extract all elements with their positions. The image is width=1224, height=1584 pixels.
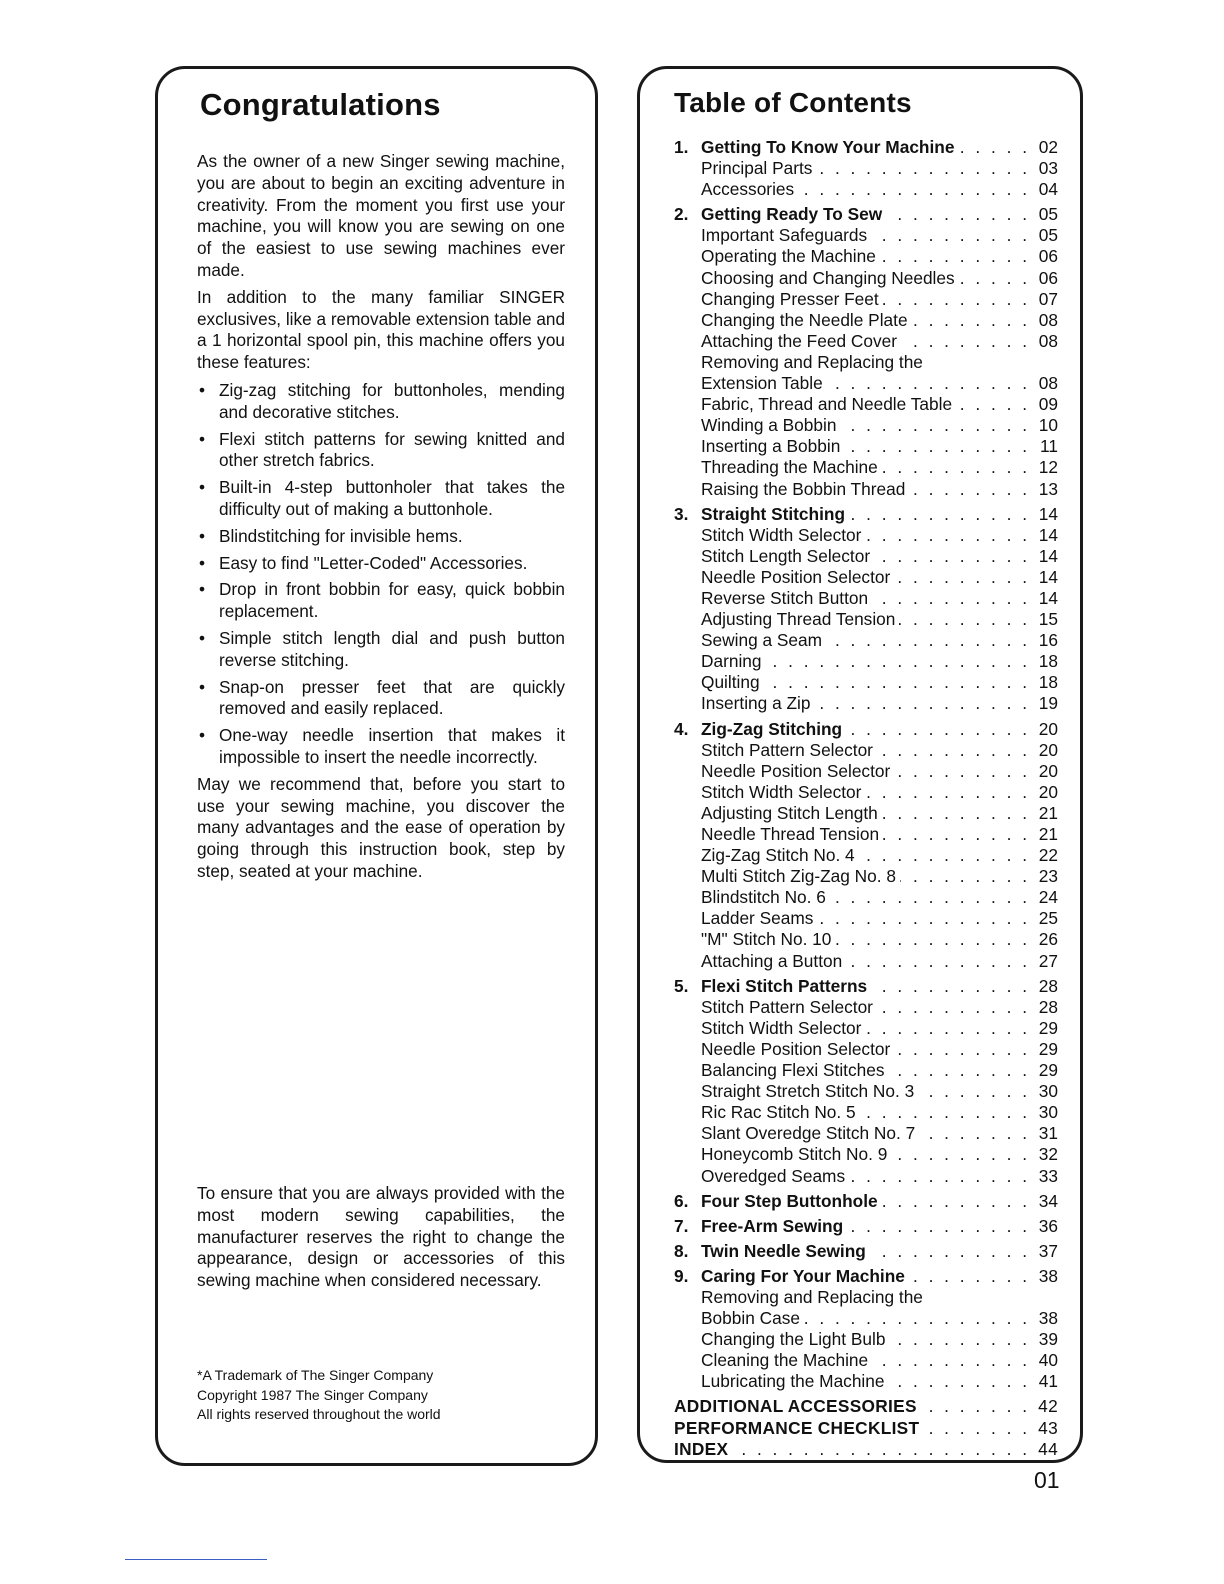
toc-entry-page: 03 <box>1038 158 1058 179</box>
toc-entry <box>674 782 1058 803</box>
toc-entry-title: Changing the Light Bulb <box>701 1329 886 1350</box>
page-number: 01 <box>1034 1467 1060 1493</box>
toc-entry <box>674 997 1058 1018</box>
toc-entry <box>674 179 1058 200</box>
toc-dot-leader <box>870 1241 1030 1262</box>
toc-dot-leader <box>804 1308 1030 1329</box>
toc-dot-leader <box>827 373 1030 394</box>
feature-item: • Drop in front bobbin for easy, quick bobbin replacement. <box>197 579 565 623</box>
toc-entry-page: 20 <box>1038 718 1058 739</box>
intro-body <box>197 151 565 888</box>
intro-paragraph-1: As the owner of a new Singer sewing machine, you are about to begin an exciting adventure in creativity. From the moment you first use your machine, you will know you are sewing on one of the easiest to use sewing machines ever made. <box>197 151 565 280</box>
trademark-notice <box>197 1366 565 1425</box>
toc-dot-leader <box>865 525 1030 546</box>
toc-entry-page: 30 <box>1038 1102 1058 1123</box>
toc-dot-leader <box>894 761 1030 782</box>
toc-dot-leader <box>880 246 1030 267</box>
toc-dot-leader <box>889 1329 1030 1350</box>
toc-dot-leader <box>871 976 1030 997</box>
toc-section-entry <box>674 1439 1058 1460</box>
toc-entry <box>674 246 1058 267</box>
toc-dot-leader <box>865 782 1030 803</box>
toc-entry <box>674 1123 1058 1144</box>
toc-entry-number: 8. <box>674 1240 689 1261</box>
table-of-contents-panel <box>637 66 1083 1463</box>
toc-entry <box>674 845 1058 866</box>
toc-section-entry <box>674 719 1058 740</box>
toc-entry-title: Twin Needle Sewing <box>701 1240 866 1261</box>
copyright-line: Copyright 1987 The Singer Company <box>197 1386 428 1403</box>
intro-paragraph-3: May we recommend that, before you start to use your sewing machine, you discover the many advantages and the ease of operation by going through this instruction book, step by step, seated at your machine. <box>197 773 565 881</box>
toc-entry <box>674 1060 1058 1081</box>
toc-entry-page: 07 <box>1038 288 1058 309</box>
toc-entry-title: Zig-Zag Stitching <box>701 718 843 739</box>
toc-entry-page: 41 <box>1038 1371 1058 1392</box>
toc-dot-leader <box>874 546 1030 567</box>
toc-entry-title: Stitch Length Selector <box>701 545 871 566</box>
feature-item: • Zig-zag stitching for buttonholes, mending and decorative stitches. <box>197 380 565 424</box>
toc-entry-page: 21 <box>1038 824 1058 844</box>
toc-dot-leader <box>872 588 1030 609</box>
toc-entry-title: Inserting a Bobbin <box>701 436 841 457</box>
toc-entry-title: Bobbin Case <box>701 1308 800 1329</box>
toc-entry-title: Choosing and Changing Needles <box>701 267 955 288</box>
toc-entry-page: 20 <box>1038 739 1058 760</box>
toc-entry-title: Attaching a Button <box>701 950 843 971</box>
toc-entry <box>674 908 1058 929</box>
toc-entry-page: 20 <box>1038 760 1058 781</box>
toc-entry-number: 3. <box>674 503 689 524</box>
toc-entry-number: 7. <box>674 1215 689 1236</box>
toc-entry-page: 29 <box>1038 1017 1058 1038</box>
toc-entry-page: 09 <box>1038 394 1058 415</box>
toc-entry <box>674 394 1058 415</box>
trademark-line: *A Trademark of The Singer Company <box>197 1367 434 1383</box>
toc-entry-page: 38 <box>1038 1265 1058 1286</box>
toc-entry-page: 20 <box>1038 781 1058 802</box>
toc-dot-leader <box>816 158 1030 179</box>
toc-entry-title: Raising the Bobbin Thread <box>701 478 906 499</box>
toc-entry-title: Zig-Zag Stitch No. 4 <box>701 845 855 866</box>
toc-entry-page: 29 <box>1038 1060 1058 1081</box>
toc-section-entry <box>674 1216 1058 1237</box>
toc-entry-page: 28 <box>1038 996 1058 1017</box>
toc-entry <box>674 331 1058 352</box>
toc-entry-page: 08 <box>1038 330 1058 351</box>
toc-entry-title: Blindstitch No. 6 <box>701 887 826 908</box>
toc-dot-leader <box>859 845 1030 866</box>
toc-entry-title: Needle Thread Tension <box>701 824 880 844</box>
toc-entry <box>674 436 1058 457</box>
toc-entry-page: 37 <box>1038 1240 1058 1261</box>
toc-entry <box>674 268 1058 289</box>
toc-entry <box>674 1018 1058 1039</box>
toc-dot-leader <box>900 866 1030 887</box>
toc-entry <box>674 824 1058 845</box>
toc-dot-leader <box>921 1396 1030 1417</box>
toc-dot-leader <box>877 997 1030 1018</box>
toc-dot-leader <box>764 672 1030 693</box>
toc-dot-leader <box>882 1191 1030 1212</box>
toc-entry-title: Extension Table <box>701 373 823 394</box>
toc-heading: Table of Contents <box>674 87 912 118</box>
toc-entry <box>674 1329 1058 1350</box>
toc-entry-page: 14 <box>1038 566 1058 587</box>
toc-entry-title: Changing the Needle Plate <box>701 309 908 330</box>
toc-entry-page: 14 <box>1038 524 1058 545</box>
toc-entry-page: 24 <box>1038 887 1058 908</box>
toc-entry <box>674 1039 1058 1060</box>
toc-dot-leader <box>883 289 1030 310</box>
toc-entry-title: Stitch Width Selector <box>701 524 862 545</box>
toc-section-entry <box>674 1396 1058 1417</box>
toc-entry-title: Overedged Seams <box>701 1165 846 1186</box>
toc-entry-title: "M" Stitch No. 10 <box>701 929 832 950</box>
toc-entry <box>674 1308 1058 1329</box>
toc-entry-page: 18 <box>1038 651 1058 672</box>
toc-entry-page: 33 <box>1038 1165 1058 1186</box>
toc-entry-title: Stitch Width Selector <box>701 781 862 802</box>
toc-entry <box>674 609 1058 630</box>
toc-entry-title: Stitch Width Selector <box>701 1017 862 1038</box>
toc-dot-leader <box>766 651 1030 672</box>
toc-dot-leader <box>732 1439 1030 1460</box>
toc-dot-leader <box>886 204 1030 225</box>
toc-entry <box>674 651 1058 672</box>
toc-entry-page: 40 <box>1038 1350 1058 1371</box>
toc-entry <box>674 740 1058 761</box>
toc-entry <box>674 1166 1058 1187</box>
toc-entry <box>674 1350 1058 1371</box>
toc-dot-leader <box>865 1018 1030 1039</box>
toc-dot-leader <box>826 630 1030 651</box>
toc-dot-leader <box>846 951 1030 972</box>
toc-entry-page: 13 <box>1038 478 1058 499</box>
toc-entry <box>674 1287 1058 1308</box>
toc-entry-page: 10 <box>1038 415 1058 436</box>
toc-section-entry <box>674 1418 1058 1439</box>
toc-entry-number: 5. <box>674 975 689 996</box>
toc-section-entry <box>674 1191 1058 1212</box>
toc-entry <box>674 457 1058 478</box>
toc-dot-leader <box>840 415 1030 436</box>
toc-entry <box>674 310 1058 331</box>
toc-dot-leader <box>872 1350 1030 1371</box>
toc-entry <box>674 352 1058 373</box>
toc-entry <box>674 630 1058 651</box>
toc-entry-page: 11 <box>1040 436 1058 457</box>
toc-entry-title: Multi Stitch Zig-Zag No. 8 <box>701 866 896 887</box>
toc-entry-page: 43 <box>1038 1417 1058 1438</box>
toc-entry-page: 28 <box>1038 975 1058 996</box>
toc-entry-page: 08 <box>1038 373 1058 394</box>
toc-dot-leader <box>919 1123 1030 1144</box>
toc-entry-page: 23 <box>1038 866 1058 887</box>
toc-dot-leader <box>882 457 1030 478</box>
toc-entry <box>674 567 1058 588</box>
feature-list <box>197 380 565 769</box>
toc-entry-page: 27 <box>1038 950 1058 971</box>
toc-entry-page: 05 <box>1038 225 1058 246</box>
toc-entry-title: Balancing Flexi Stitches <box>701 1060 885 1081</box>
toc-dot-leader <box>882 803 1030 824</box>
toc-entry-page: 29 <box>1038 1038 1058 1059</box>
toc-dot-leader <box>956 394 1030 415</box>
toc-entry <box>674 225 1058 246</box>
congratulations-heading: Congratulations <box>200 87 441 122</box>
toc-entry-title: Winding a Bobbin <box>701 415 837 436</box>
toc-entry <box>674 415 1058 436</box>
toc-dot-leader <box>891 1144 1030 1165</box>
toc-entry-title: Needle Position Selector <box>701 1038 891 1059</box>
toc-dot-leader <box>888 1060 1030 1081</box>
toc-section-entry <box>674 204 1058 225</box>
toc-dot-leader <box>894 1039 1030 1060</box>
toc-entry-title: Reverse Stitch Button <box>701 587 869 608</box>
toc-entry <box>674 588 1058 609</box>
toc-entry-title: Straight Stitching <box>701 503 846 524</box>
toc-entry-page: 19 <box>1038 693 1058 714</box>
toc-entry-title: Attaching the Feed Cover <box>701 330 897 351</box>
toc-dot-leader <box>860 1102 1030 1123</box>
toc-entry-page: 18 <box>1038 672 1058 693</box>
feature-item: • Easy to find "Letter-Coded" Accessories. <box>197 553 565 575</box>
feature-item: • Snap-on presser feet that are quickly removed and easily replaced. <box>197 677 565 721</box>
feature-item: • Built-in 4-step buttonholer that takes the difficulty out of making a buttonhole. <box>197 477 565 521</box>
congratulations-panel <box>155 66 598 1466</box>
toc-dot-leader <box>958 137 1030 158</box>
toc-entry-title: Needle Position Selector <box>701 566 891 587</box>
toc-dot-leader <box>923 1418 1030 1439</box>
toc-section-entry <box>674 1241 1058 1262</box>
toc-entry-title: Accessories <box>701 179 795 200</box>
toc-entry-title: Lubricating the Machine <box>701 1371 885 1392</box>
toc-entry-page: 30 <box>1038 1081 1058 1102</box>
toc-entry-title: Removing and Replacing the <box>701 1286 923 1307</box>
toc-entry-page: 14 <box>1038 587 1058 608</box>
toc-entry <box>674 1102 1058 1123</box>
toc-entry-page: 15 <box>1038 609 1058 630</box>
toc-dot-leader <box>912 310 1030 331</box>
toc-list <box>674 137 1058 1460</box>
toc-entry-title: Principal Parts <box>701 158 813 179</box>
toc-entry-number: 9. <box>674 1265 689 1286</box>
toc-entry-page: 22 <box>1038 845 1058 866</box>
toc-section-entry <box>674 1266 1058 1287</box>
feature-item: • One-way needle insertion that makes it impossible to insert the needle incorrectly. <box>197 725 565 769</box>
toc-entry <box>674 672 1058 693</box>
toc-entry-title: Sewing a Seam <box>701 630 823 651</box>
toc-entry-page: 14 <box>1038 545 1058 566</box>
toc-entry-page: 05 <box>1038 204 1058 225</box>
toc-entry-title: Getting To Know Your Machine <box>701 137 955 157</box>
toc-entry <box>674 373 1058 394</box>
toc-entry-page: 02 <box>1038 137 1058 157</box>
toc-entry-title: Important Safeguards <box>701 225 868 246</box>
feature-item: • Simple stitch length dial and push button reverse stitching. <box>197 628 565 672</box>
toc-entry-title: Fabric, Thread and Needle Table <box>701 394 953 415</box>
feature-item: • Flexi stitch patterns for sewing knitted and other stretch fabrics. <box>197 429 565 473</box>
toc-entry-page: 38 <box>1038 1308 1058 1329</box>
toc-section-entry <box>674 504 1058 525</box>
toc-entry <box>674 693 1058 714</box>
toc-entry-page: 16 <box>1038 630 1058 651</box>
toc-entry-title: ADDITIONAL ACCESSORIES <box>674 1396 917 1417</box>
toc-section-entry <box>674 976 1058 997</box>
toc-entry <box>674 479 1058 500</box>
toc-entry-title: Slant Overedge Stitch No. 7 <box>701 1123 916 1144</box>
toc-entry-title: Four Step Buttonhole <box>701 1190 878 1211</box>
toc-entry-title: Getting Ready To Sew <box>701 204 883 225</box>
toc-entry-title: Adjusting Stitch Length <box>701 802 878 823</box>
intro-paragraph-2: In addition to the many familiar SINGER exclusives, like a removable extension table and a 1 horizontal spool pin, this machine offers you these features: <box>197 286 565 373</box>
toc-entry-title: INDEX <box>674 1438 729 1459</box>
toc-entry <box>674 929 1058 950</box>
toc-entry <box>674 1144 1058 1165</box>
toc-dot-leader <box>846 719 1030 740</box>
toc-entry-page: 06 <box>1038 246 1058 267</box>
toc-entry <box>674 803 1058 824</box>
toc-dot-leader <box>815 693 1030 714</box>
toc-entry-title: Flexi Stitch Patterns <box>701 975 868 996</box>
toc-entry-page: 06 <box>1038 267 1058 288</box>
toc-entry-page: 34 <box>1038 1190 1058 1211</box>
toc-entry-title: PERFORMANCE CHECKLIST <box>674 1417 920 1438</box>
toc-entry-page: 21 <box>1038 802 1058 823</box>
toc-entry-title: Caring For Your Machine <box>701 1265 905 1286</box>
toc-dot-leader <box>899 609 1030 630</box>
toc-entry <box>674 158 1058 179</box>
toc-entry-page: 39 <box>1038 1329 1058 1350</box>
toc-entry-page: 14 <box>1038 503 1058 524</box>
toc-entry-page: 25 <box>1038 908 1058 929</box>
toc-entry-title: Inserting a Zip <box>701 693 811 714</box>
toc-dot-leader <box>889 1371 1031 1392</box>
toc-entry-title: Threading the Machine <box>701 457 878 478</box>
toc-entry-number: 4. <box>674 718 689 739</box>
rights-line: All rights reserved throughout the world <box>197 1406 441 1422</box>
toc-dot-leader <box>883 824 1030 845</box>
toc-entry-page: 36 <box>1038 1215 1058 1236</box>
footer-rule <box>125 1559 267 1560</box>
toc-entry-title: Free-Arm Sewing <box>701 1215 844 1236</box>
toc-entry-page: 32 <box>1038 1144 1058 1165</box>
toc-entry-title: Adjusting Thread Tension <box>701 609 896 630</box>
toc-dot-leader <box>830 887 1030 908</box>
toc-entry-title: Operating the Machine <box>701 246 876 267</box>
toc-entry <box>674 951 1058 972</box>
toc-dot-leader <box>849 1166 1030 1187</box>
toc-entry-number: 1. <box>674 137 689 157</box>
toc-entry-title: Stitch Pattern Selector <box>701 996 873 1017</box>
toc-entry-number: 2. <box>674 204 689 225</box>
toc-entry-title: Quilting <box>701 672 760 693</box>
toc-dot-leader <box>918 1081 1030 1102</box>
toc-entry-page: 26 <box>1038 929 1058 950</box>
toc-entry-title: Ric Rac Stitch No. 5 <box>701 1102 856 1123</box>
toc-dot-leader <box>844 436 1030 457</box>
toc-entry-page: 12 <box>1038 457 1058 478</box>
feature-item: • Blindstitching for invisible hems. <box>197 526 565 548</box>
toc-dot-leader <box>835 929 1030 950</box>
toc-dot-leader <box>959 268 1030 289</box>
toc-entry-title: Ladder Seams <box>701 908 814 929</box>
toc-entry <box>674 289 1058 310</box>
toc-dot-leader <box>871 225 1030 246</box>
toc-entry <box>674 761 1058 782</box>
toc-entry <box>674 525 1058 546</box>
toc-entry-title: Straight Stretch Stitch No. 3 <box>701 1081 915 1102</box>
toc-entry-title: Stitch Pattern Selector <box>701 739 873 760</box>
toc-entry <box>674 1371 1058 1392</box>
toc-dot-leader <box>901 331 1030 352</box>
toc-entry-title: Darning <box>701 651 762 672</box>
toc-entry-title: Removing and Replacing the <box>701 351 923 372</box>
manufacturer-notice: To ensure that you are always provided with the most modern sewing capabilities, the manufacturer reserves the right to change the appearance, design or accessories of this sewing machine when considered necessary. <box>197 1183 565 1291</box>
toc-dot-leader <box>847 1216 1030 1237</box>
toc-entry <box>674 887 1058 908</box>
toc-entry-number: 6. <box>674 1190 689 1211</box>
toc-dot-leader <box>909 479 1030 500</box>
toc-dot-leader <box>798 179 1030 200</box>
toc-dot-leader <box>877 740 1030 761</box>
toc-entry-page: 42 <box>1038 1396 1058 1417</box>
toc-dot-leader <box>849 504 1030 525</box>
toc-entry <box>674 546 1058 567</box>
toc-entry-title: Needle Position Selector <box>701 760 891 781</box>
toc-section-entry <box>674 137 1058 158</box>
toc-entry-title: Honeycomb Stitch No. 9 <box>701 1144 888 1165</box>
toc-dot-leader <box>894 567 1030 588</box>
toc-entry-page: 08 <box>1038 309 1058 330</box>
toc-dot-leader <box>817 908 1030 929</box>
toc-entry-title: Changing Presser Feet <box>701 288 879 309</box>
toc-entry <box>674 866 1058 887</box>
toc-dot-leader <box>909 1266 1030 1287</box>
toc-entry-page: 44 <box>1038 1438 1058 1459</box>
toc-entry-page: 04 <box>1038 179 1058 200</box>
toc-entry-title: Cleaning the Machine <box>701 1350 869 1371</box>
toc-entry <box>674 1081 1058 1102</box>
toc-entry-page: 31 <box>1038 1123 1058 1144</box>
